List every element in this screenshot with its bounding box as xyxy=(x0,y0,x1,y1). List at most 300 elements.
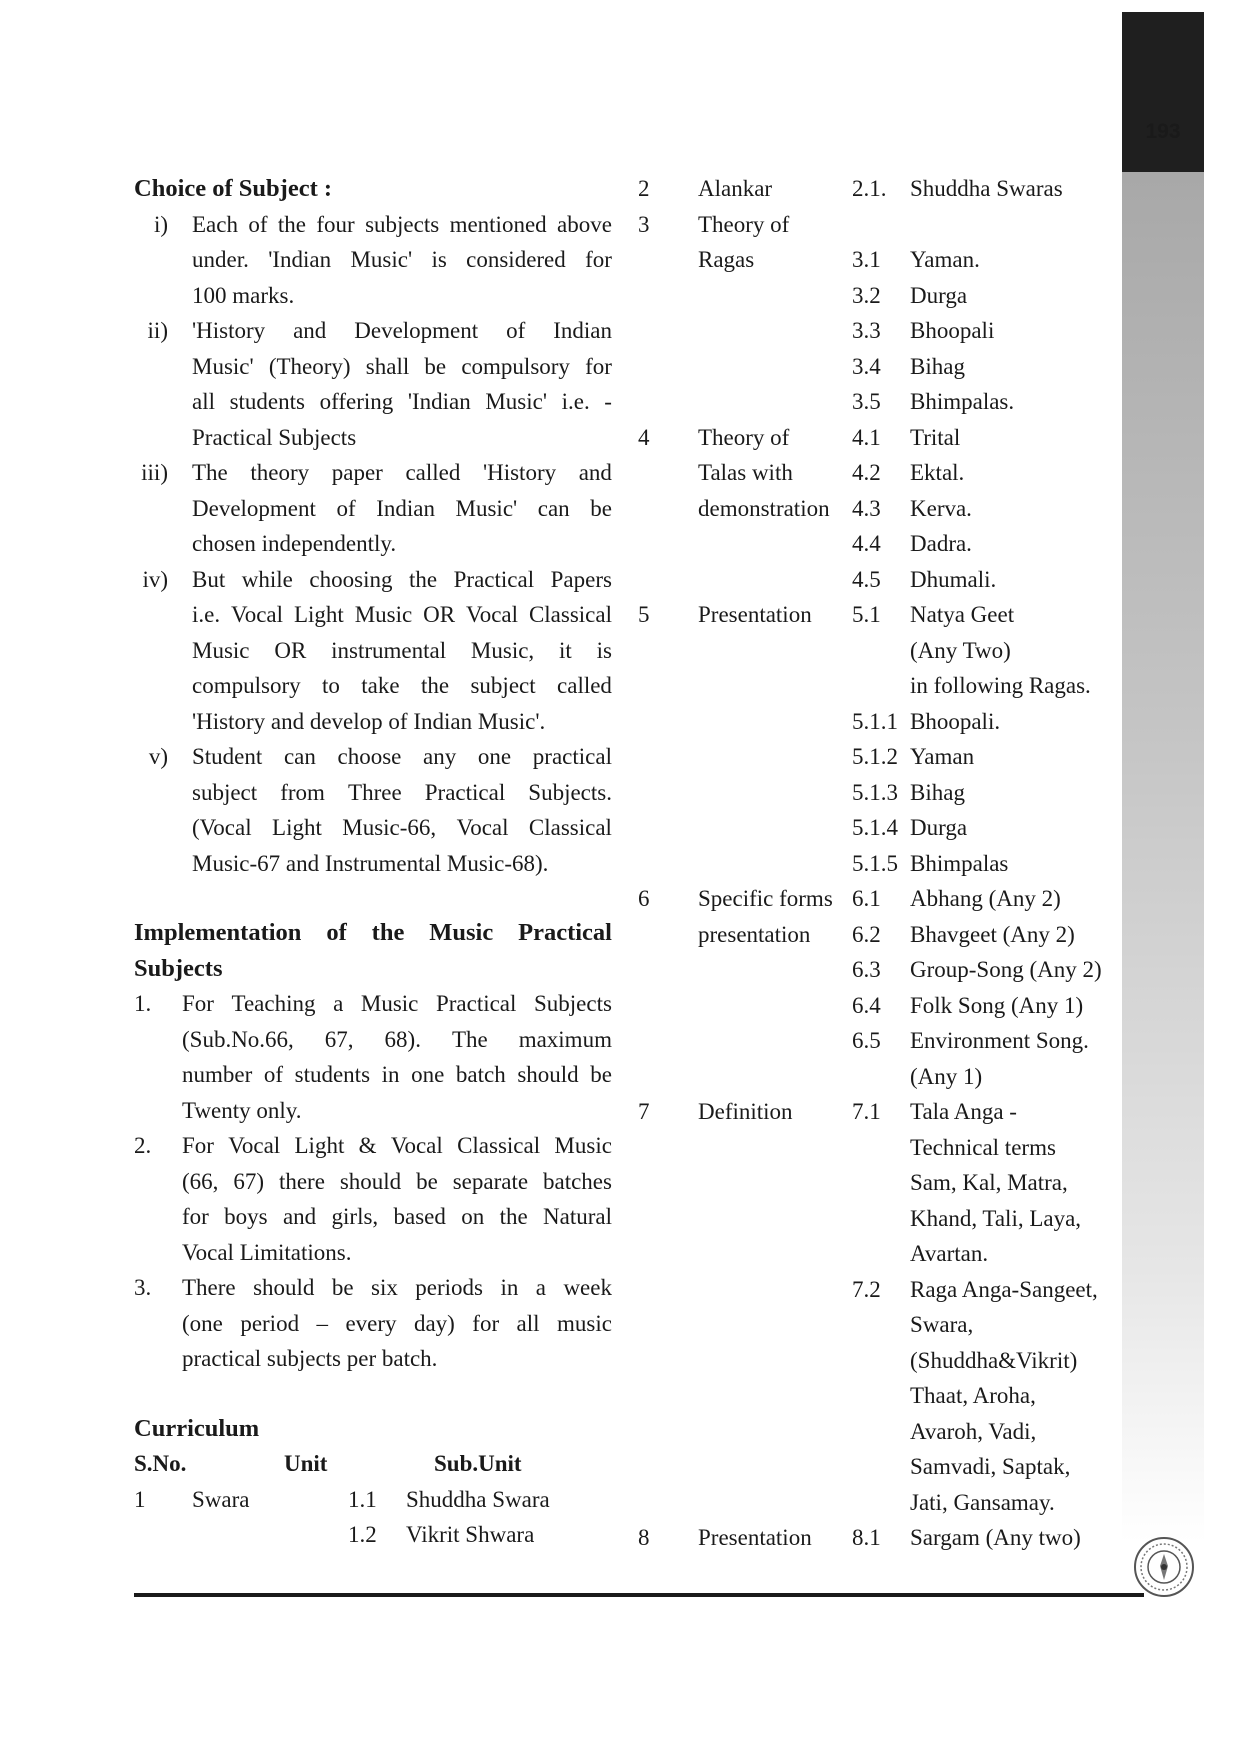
word: choose xyxy=(337,744,402,769)
word: Classical xyxy=(528,602,612,627)
cell-sno xyxy=(638,313,698,349)
list-line xyxy=(192,562,612,598)
list-item xyxy=(134,1128,612,1270)
word: OR xyxy=(274,637,307,663)
cell-code: 4.3 xyxy=(852,495,881,521)
cell-sno xyxy=(638,810,698,846)
cell-unit: Definition xyxy=(698,1099,793,1124)
word: & xyxy=(358,1133,377,1158)
curriculum-row xyxy=(638,952,1128,988)
word: Music-66, xyxy=(342,815,437,840)
cell-sno xyxy=(638,384,698,420)
list-line xyxy=(182,1270,612,1306)
cell-subunit: Ektal. xyxy=(910,460,965,485)
cell-sno xyxy=(638,668,698,704)
word: period xyxy=(240,1310,300,1336)
curriculum-row xyxy=(638,562,1128,598)
cell-code: 1.1 xyxy=(348,1486,377,1512)
word: separate xyxy=(452,1168,529,1194)
cell-subunit: Durga xyxy=(910,282,968,308)
cell-subunit: Abhang (Any 2) xyxy=(910,886,1061,911)
word: the xyxy=(409,566,438,592)
curriculum-row xyxy=(638,313,1128,349)
word: mentioned xyxy=(449,211,547,237)
list-line xyxy=(192,491,612,527)
curriculum-row xyxy=(134,1517,612,1553)
cell-subunit: Bhoopali. xyxy=(910,708,1001,734)
cell-sno xyxy=(638,1059,698,1095)
word: Light xyxy=(293,602,344,627)
cell-unit xyxy=(698,1236,852,1272)
cell-unit: demonstration xyxy=(698,495,830,521)
word: compulsory xyxy=(461,353,570,379)
word: Subjects xyxy=(534,991,612,1016)
cell-subunit: Sam, Kal, Matra, xyxy=(910,1170,1068,1195)
cell-code: 5.1.3 xyxy=(852,779,898,805)
list-marker xyxy=(134,1128,182,1270)
list-line xyxy=(182,1057,612,1093)
curriculum-row xyxy=(638,1272,1128,1308)
word: and xyxy=(293,318,327,343)
word: take xyxy=(361,673,400,698)
cell-sno xyxy=(638,455,698,491)
word: in xyxy=(500,1275,519,1300)
cell-subunit: Raga Anga-Sangeet, xyxy=(910,1276,1098,1302)
list-line: Practical Subjects xyxy=(192,424,357,450)
list-text xyxy=(192,207,612,314)
cell-sno: 3 xyxy=(638,211,650,237)
word: Student xyxy=(192,744,263,769)
word: on xyxy=(461,1204,485,1229)
cell-subunit: Jati, Gansamay. xyxy=(910,1489,1055,1515)
word: based xyxy=(393,1204,446,1229)
word: 68). xyxy=(384,1026,421,1052)
word: any xyxy=(423,744,457,769)
list-marker-text: iv) xyxy=(142,566,168,592)
page-tab xyxy=(1122,0,1204,172)
cell-unit xyxy=(698,633,852,669)
word: Three xyxy=(348,779,402,805)
word: one xyxy=(477,744,512,769)
cell-subunit: Natya Geet xyxy=(910,602,1015,627)
list-item xyxy=(134,739,612,881)
cell-subunit: Bhavgeet (Any 2) xyxy=(910,921,1075,947)
choice-heading: Choice of Subject : xyxy=(134,175,333,202)
cell-subunit: Durga xyxy=(910,815,968,840)
curriculum-right-rows xyxy=(638,171,1128,1556)
cell-unit xyxy=(698,1165,852,1201)
choice-list xyxy=(134,207,612,882)
cell-code: 4.2 xyxy=(852,460,881,485)
word: Music xyxy=(360,991,419,1016)
cell-sno xyxy=(638,1201,698,1237)
side-gradient-bar xyxy=(1122,172,1204,1542)
cell-subunit: Technical terms xyxy=(910,1134,1056,1160)
cell-sno xyxy=(638,1414,698,1450)
cell-subunit: Dadra. xyxy=(910,531,972,556)
word: of xyxy=(263,1062,284,1087)
cell-unit xyxy=(698,810,852,846)
list-line xyxy=(182,1164,612,1200)
word: the xyxy=(371,919,405,946)
word: – xyxy=(316,1310,329,1336)
word: OR xyxy=(423,602,456,627)
word: There xyxy=(182,1275,236,1300)
word: The xyxy=(451,1026,488,1052)
word: Papers xyxy=(550,566,612,592)
curriculum-row xyxy=(638,881,1128,917)
cell-unit xyxy=(698,313,852,349)
list-marker-text: 2. xyxy=(134,1133,152,1158)
word: choosing xyxy=(309,566,393,592)
cell-sno xyxy=(638,1343,698,1379)
bottom-rule xyxy=(134,1593,1144,1597)
cell-unit xyxy=(698,1059,852,1095)
word: i.e. xyxy=(192,602,221,627)
word: Development xyxy=(354,318,479,343)
word: all xyxy=(516,1310,540,1336)
cell-code: 5.1 xyxy=(852,602,881,627)
cell-unit xyxy=(698,1023,852,1059)
word: Light xyxy=(272,815,322,840)
word: under. xyxy=(192,247,249,272)
cell-code: 3.3 xyxy=(852,318,881,343)
curriculum-row xyxy=(638,1449,1128,1485)
word: Music xyxy=(192,637,250,663)
cell-code: 3.4 xyxy=(852,353,881,379)
word: of xyxy=(506,318,526,343)
list-text xyxy=(182,1270,612,1377)
curriculum-header xyxy=(134,1446,612,1482)
word: batch xyxy=(455,1062,506,1087)
list-line xyxy=(192,349,612,385)
list-line xyxy=(192,242,612,278)
list-marker-text: iii) xyxy=(141,460,168,485)
cell-subunit: Dhumali. xyxy=(910,566,997,592)
cell-code: 2.1. xyxy=(852,176,887,201)
cell-code xyxy=(852,1307,910,1343)
cell-unit: Presentation xyxy=(698,602,812,627)
word: i.e. xyxy=(561,389,590,414)
word: from xyxy=(280,779,325,805)
word: subject xyxy=(192,779,258,805)
word: to xyxy=(322,673,340,698)
curriculum-row xyxy=(638,1165,1128,1201)
list-line xyxy=(182,1128,612,1164)
curriculum-row xyxy=(638,1307,1128,1343)
word: theory xyxy=(250,460,310,485)
cell-sno xyxy=(638,349,698,385)
cell-code xyxy=(852,207,910,243)
cell-subunit: (Shuddha&Vikrit) xyxy=(910,1347,1078,1373)
cell-unit: Theory of xyxy=(698,211,790,237)
list-marker-text: v) xyxy=(148,744,168,769)
word: boys xyxy=(224,1204,268,1229)
list-line xyxy=(192,633,612,669)
word: and xyxy=(578,460,612,485)
cell-code: 5.1.2 xyxy=(852,744,898,769)
cell-code: 4.4 xyxy=(852,531,881,556)
word: students xyxy=(294,1062,371,1087)
list-line: Music-67 and Instrumental Music-68). xyxy=(192,850,549,876)
word: maximum xyxy=(518,1026,612,1052)
cell-subunit: (Any 1) xyxy=(910,1063,983,1089)
word: can xyxy=(283,744,316,769)
word: For xyxy=(182,1133,214,1158)
cell-code xyxy=(852,1236,910,1272)
cell-sno xyxy=(638,1378,698,1414)
implementation-heading xyxy=(134,915,612,986)
list-text xyxy=(192,313,612,455)
cell-subunit: Shuddha Swara xyxy=(406,1486,550,1512)
cell-unit xyxy=(698,349,852,385)
curriculum-row xyxy=(134,1482,612,1518)
cell-subunit: Avartan. xyxy=(910,1241,989,1266)
curriculum-row xyxy=(638,633,1128,669)
page-number: 193 xyxy=(1145,120,1181,143)
word: called xyxy=(405,460,461,485)
cell-unit xyxy=(698,1449,852,1485)
cell-sno xyxy=(638,1307,698,1343)
cell-sno: 7 xyxy=(638,1099,650,1124)
list-marker xyxy=(134,207,192,314)
word: subject xyxy=(470,673,536,698)
word: - xyxy=(604,389,612,414)
list-line xyxy=(182,1306,612,1342)
cell-unit xyxy=(698,278,852,314)
cell-sno: 2 xyxy=(638,176,650,201)
word: can xyxy=(537,495,570,521)
word: practical xyxy=(532,744,612,769)
list-line xyxy=(182,986,612,1022)
list-marker xyxy=(134,1270,182,1377)
cell-subunit: Shuddha Swaras xyxy=(910,176,1063,201)
word: of xyxy=(326,919,347,946)
cell-sno xyxy=(638,278,698,314)
word: for xyxy=(182,1204,209,1229)
cell-sno xyxy=(638,242,698,278)
cell-code xyxy=(852,633,910,669)
list-marker-text: 1. xyxy=(134,991,152,1016)
list-marker-text: ii) xyxy=(147,318,168,343)
word: Vocal xyxy=(390,1133,443,1158)
emblem-seal-icon xyxy=(1133,1536,1195,1598)
curriculum-row xyxy=(638,810,1128,846)
word: should xyxy=(339,1168,402,1194)
cell-code: 7.1 xyxy=(852,1099,881,1124)
cell-code: 3.2 xyxy=(852,282,881,308)
left-column xyxy=(134,171,612,1553)
cell-unit xyxy=(698,1485,852,1521)
word: Vocal xyxy=(466,602,518,627)
word: above xyxy=(557,211,612,237)
word: 'History xyxy=(192,318,266,343)
word: Vocal xyxy=(228,1133,281,1158)
cell-code xyxy=(852,1378,910,1414)
cell-code xyxy=(852,1343,910,1379)
word: Music xyxy=(554,1133,612,1158)
word: is xyxy=(596,637,612,663)
curriculum-row xyxy=(638,1059,1128,1095)
curriculum-row xyxy=(638,242,1128,278)
cell-subunit: Thaat, Aroha, xyxy=(910,1383,1036,1408)
cell-unit xyxy=(698,526,852,562)
cell-sno: 4 xyxy=(638,424,650,450)
right-column xyxy=(638,171,1128,1556)
word: of xyxy=(248,211,268,237)
cell-sno xyxy=(638,1023,698,1059)
word: Each xyxy=(192,211,238,237)
list-marker xyxy=(134,739,192,881)
cell-unit xyxy=(698,1307,852,1343)
cell-subunit: Sargam (Any two) xyxy=(910,1525,1081,1550)
list-marker xyxy=(134,986,182,1128)
word: But xyxy=(192,566,226,592)
cell-subunit: Tala Anga - xyxy=(910,1099,1017,1124)
cell-unit: Theory of xyxy=(698,424,790,450)
cell-unit xyxy=(698,1272,852,1308)
word: Vocal xyxy=(456,815,509,840)
cell-subunit: in following Ragas. xyxy=(910,673,1091,698)
list-marker xyxy=(134,562,192,740)
cell-sno: 6 xyxy=(638,886,650,911)
word: Practical xyxy=(453,566,535,592)
word: should xyxy=(253,1275,315,1300)
word: Practical xyxy=(518,919,612,946)
list-line xyxy=(182,1199,612,1235)
list-text xyxy=(182,986,612,1128)
cell-unit: Presentation xyxy=(698,1525,812,1550)
cell-unit: Swara xyxy=(192,1486,250,1512)
word: instrumental xyxy=(331,637,447,663)
word: be xyxy=(424,353,447,379)
curriculum-row xyxy=(638,1378,1128,1414)
curriculum-row xyxy=(638,1023,1128,1059)
cell-sno xyxy=(638,775,698,811)
list-item xyxy=(134,455,612,562)
cell-unit: Ragas xyxy=(698,247,755,272)
word: Indian xyxy=(553,318,612,343)
word: (Vocal xyxy=(192,815,252,840)
word: Music' xyxy=(485,389,547,414)
word: 'Indian xyxy=(407,389,471,414)
cell-code xyxy=(852,668,910,704)
list-marker-text: i) xyxy=(153,211,168,237)
cell-subunit: Bhimpalas. xyxy=(910,389,1015,414)
word: 67, xyxy=(324,1026,354,1052)
cell-sno: 8 xyxy=(638,1525,650,1550)
curriculum-row xyxy=(638,384,1128,420)
cell-unit xyxy=(698,562,852,598)
curriculum-row xyxy=(638,207,1128,243)
word: and xyxy=(282,1204,317,1229)
cell-code: 1.2 xyxy=(348,1522,377,1547)
cell-subunit: Bhoopali xyxy=(910,318,995,343)
list-text xyxy=(192,739,612,881)
list-line xyxy=(192,810,612,846)
cell-subunit: Bihag xyxy=(910,353,965,379)
cell-code: 5.1.4 xyxy=(852,815,898,840)
word: number xyxy=(182,1062,253,1087)
cell-sno xyxy=(638,952,698,988)
cell-subunit: Swara, xyxy=(910,1312,974,1337)
cell-subunit xyxy=(910,207,1128,243)
word: of xyxy=(336,495,356,521)
curriculum-row xyxy=(638,420,1128,456)
word: (one xyxy=(182,1310,223,1336)
word: Music xyxy=(354,602,413,627)
curriculum-row xyxy=(638,1094,1128,1130)
word: all xyxy=(192,389,215,414)
curriculum-row xyxy=(638,491,1128,527)
list-line xyxy=(192,668,612,704)
word: Music' xyxy=(455,495,518,521)
word: (66, xyxy=(182,1168,219,1194)
word: day) xyxy=(413,1310,455,1336)
word: considered xyxy=(466,247,566,272)
curriculum-row xyxy=(638,1236,1128,1272)
cell-subunit: Avaroh, Vadi, xyxy=(910,1418,1037,1444)
cell-subunit: Bihag xyxy=(910,779,965,805)
cell-subunit: Yaman. xyxy=(910,247,980,272)
cell-subunit: Trital xyxy=(910,424,961,450)
list-item xyxy=(134,562,612,740)
list-text xyxy=(192,562,612,740)
col-unit-header: Unit xyxy=(284,1451,328,1476)
cell-code xyxy=(852,1485,910,1521)
cell-sno xyxy=(134,1517,192,1553)
list-line xyxy=(182,1022,612,1058)
cell-code: 6.4 xyxy=(852,992,881,1018)
list-line xyxy=(192,739,612,775)
curriculum-row xyxy=(638,1201,1128,1237)
cell-code: 6.5 xyxy=(852,1028,881,1053)
curriculum-row xyxy=(638,171,1128,207)
word: there xyxy=(278,1168,325,1194)
cell-unit xyxy=(698,1201,852,1237)
word: Practical xyxy=(435,991,517,1016)
word: the xyxy=(420,673,450,698)
cell-unit xyxy=(698,1130,852,1166)
implementation-list xyxy=(134,986,612,1377)
word: Subjects. xyxy=(528,779,612,805)
word: for xyxy=(472,1310,500,1336)
word: be xyxy=(590,495,612,521)
word: a xyxy=(333,991,344,1016)
word: compulsory xyxy=(192,673,301,698)
word: while xyxy=(241,566,293,592)
cell-code xyxy=(852,1449,910,1485)
word: 'Indian xyxy=(268,247,332,272)
list-marker-text: 3. xyxy=(134,1275,152,1300)
word: girls, xyxy=(331,1204,379,1229)
list-line: 'History and develop of Indian Music'. xyxy=(192,708,546,734)
curriculum-left-rows xyxy=(134,1482,612,1553)
cell-code: 3.1 xyxy=(852,247,881,272)
word: be xyxy=(416,1168,438,1194)
word: shall xyxy=(365,353,410,379)
cell-unit xyxy=(698,668,852,704)
word: 67) xyxy=(233,1168,265,1194)
cell-unit: presentation xyxy=(698,921,811,947)
cell-code xyxy=(852,1059,910,1095)
cell-subunit: Group-Song (Any 2) xyxy=(910,957,1102,982)
list-line xyxy=(192,313,612,349)
word: week xyxy=(563,1275,612,1300)
word: four xyxy=(316,211,355,237)
cell-sno xyxy=(638,562,698,598)
cell-subunit: Bhimpalas xyxy=(910,850,1009,876)
